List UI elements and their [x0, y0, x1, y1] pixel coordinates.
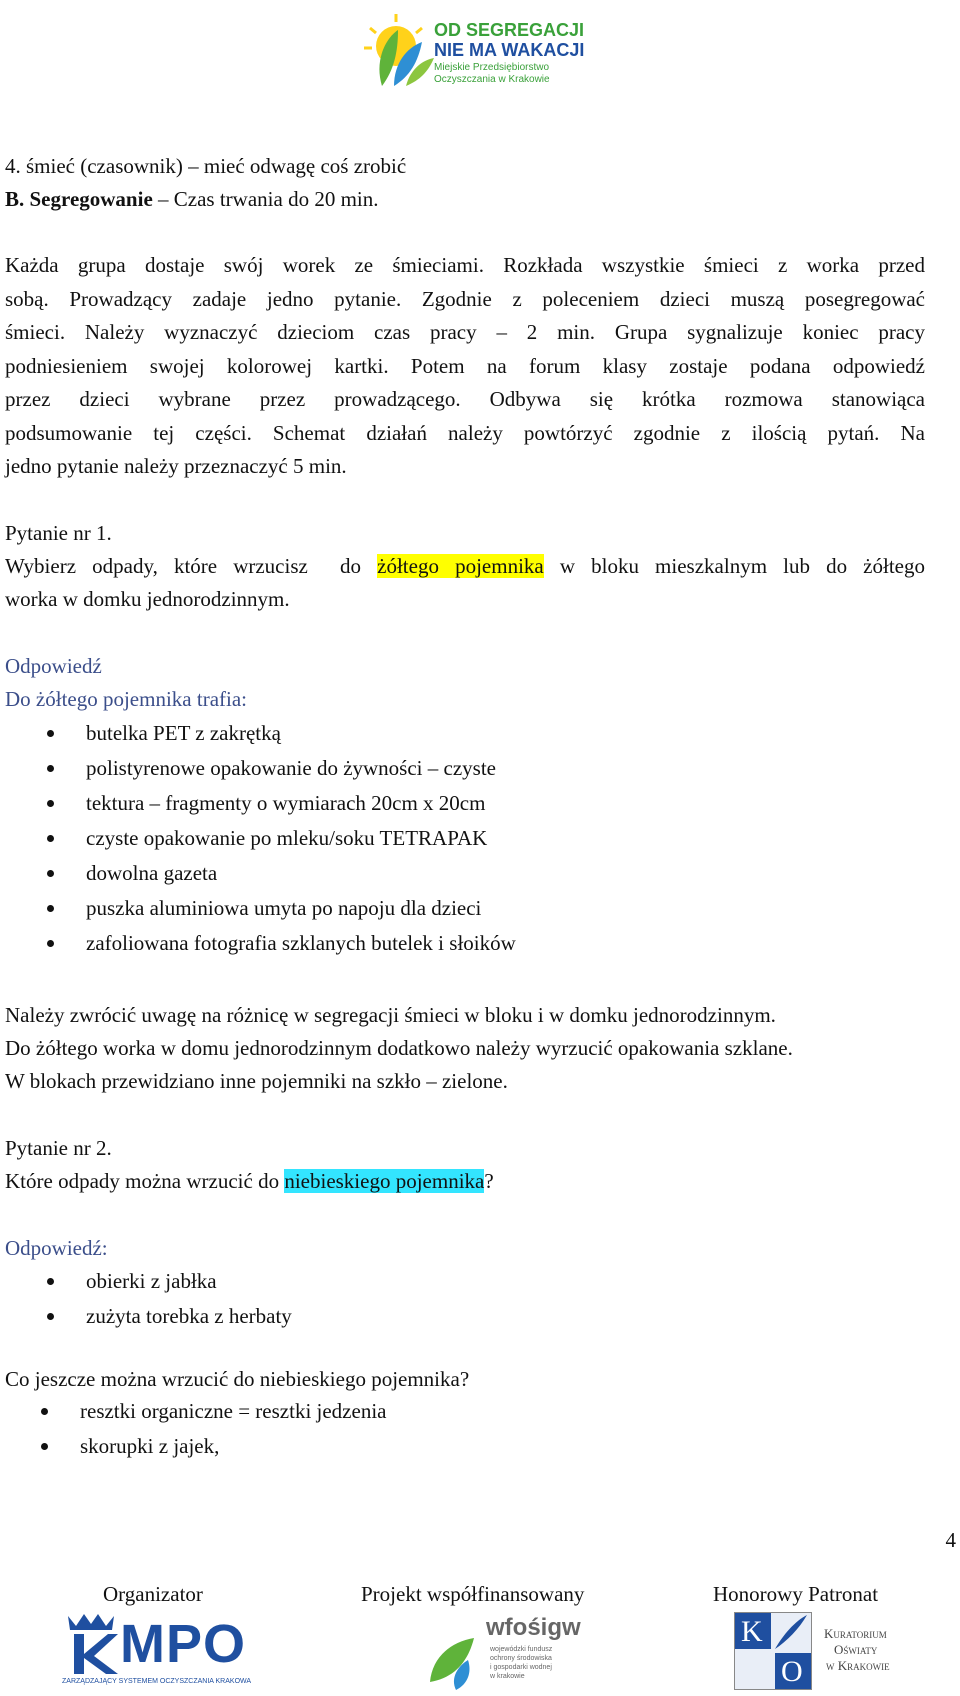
leaf-sun-icon: [360, 8, 440, 88]
list-item-text: czyste opakowanie po mleku/soku TETRAPAK: [86, 826, 488, 850]
list-item: [0, 1299, 292, 1334]
ko-line-2: Oświaty: [834, 1642, 878, 1657]
list-item-text: polistyrenowe opakowanie do żywności – czyste: [86, 756, 496, 780]
bullet-icon: [47, 730, 54, 737]
logo-subtitle-2: Oczyszczania w Krakowie: [434, 74, 550, 85]
q1-text-before: Wybierz odpady, które wrzucisz do: [5, 554, 378, 578]
q1-text-after: w bloku mieszkalnym lub do żółtego: [543, 554, 925, 578]
q2-extra-question: Co jeszcze można wrzucić do niebieskiego pojemnika?: [5, 1367, 470, 1391]
q1-answer-intro: Do żółtego pojemnika trafia:: [5, 687, 248, 711]
list-item-text: puszka aluminiowa umyta po napoju dla dzieci: [86, 896, 482, 920]
intro-line-3: śmieci. Należy wyznaczyć dzieciom czas pracy – 2 min. Grupa sygnalizuje koniec pracy: [5, 320, 925, 344]
bullet-icon: [47, 905, 54, 912]
logo-title-2: NIE MA WAKACJI: [434, 40, 585, 60]
q1-note-line-3: W blokach przewidziano inne pojemniki na szkło – zielone.: [5, 1069, 508, 1093]
list-item-text: zużyta torebka z herbaty: [86, 1304, 292, 1328]
ko-emblem: [734, 1612, 812, 1690]
list-item-text: skorupki z jajek,: [80, 1434, 220, 1458]
q2-label: Pytanie nr 2.: [5, 1136, 112, 1160]
list-item-text: resztki organiczne = resztki jedzenia: [80, 1399, 387, 1423]
q1-question: [5, 554, 925, 578]
logo-subtitle-1: Miejskie Przedsiębiorstwo: [434, 62, 550, 73]
bullet-icon: [41, 1443, 48, 1450]
wfosigw-logo: [428, 1614, 581, 1694]
quill-pen-icon: [771, 1613, 811, 1653]
q1-note-line-1: Należy zwrócić uwagę na różnicę w segregacji śmieci w bloku i w domku jednorodzinnym.: [5, 1003, 776, 1027]
mpo-logo: [62, 1610, 257, 1690]
q2-extra-list: [0, 1394, 386, 1464]
wfosigw-logo-text: wfośigw: [486, 1614, 581, 1641]
q2-question: [5, 1169, 494, 1193]
bullet-icon: [47, 800, 54, 807]
q2-answer-list: [0, 1264, 292, 1334]
intro-line-2: sobą. Prowadzący zadaje jedno pytanie. Zgodnie z poleceniem dzieci muszą posegregować: [5, 287, 925, 311]
list-item: [0, 891, 516, 926]
intro-line-6: podsumowanie tej części. Schemat działań należy powtórzyć zgodnie z ilością pytań. Na: [5, 421, 925, 445]
ko-line-1: Kuratorium: [824, 1626, 887, 1641]
section-b-heading: [5, 187, 379, 211]
ko-letter-k: K: [741, 1615, 763, 1648]
ko-line-3: w Krakowie: [826, 1658, 890, 1673]
list-item: [0, 786, 516, 821]
q1-answer-label: Odpowiedź: [5, 654, 102, 678]
q2-answer-label: Odpowiedź:: [5, 1236, 108, 1260]
list-item: [0, 1429, 386, 1464]
kuratorium-logo: [734, 1612, 954, 1696]
list-item: [0, 1394, 386, 1429]
header-logo: [360, 8, 590, 88]
page-number: 4: [945, 1528, 956, 1552]
wfosigw-caption-3: i gospodarki wodnej: [490, 1664, 552, 1671]
logo-title-1: OD SEGREGACJI: [434, 20, 585, 40]
list-item-text: zafoliowana fotografia szklanych butelek i słoików: [86, 931, 516, 955]
bullet-icon: [47, 870, 54, 877]
q1-question-line-2: worka w domku jednorodzinnym.: [5, 587, 290, 611]
bullet-icon: [47, 940, 54, 947]
q1-answer-list: [0, 716, 516, 961]
q2-text-before: Które odpady można wrzucić do: [5, 1169, 285, 1193]
section-b-title: B. Segregowanie: [5, 187, 153, 211]
droplet-leaf-icon: [428, 1632, 484, 1692]
intro-line-5: przez dzieci wybrane przez prowadzącego. Odbywa się krótka rozmowa stanowiąca: [5, 387, 925, 411]
ko-letter-o: O: [781, 1655, 803, 1688]
list-item-text: tektura – fragmenty o wymiarach 20cm x 20cm: [86, 791, 486, 815]
q1-highlight: żółtego pojemnika: [377, 554, 544, 578]
mpo-logo-text: MPO: [120, 1614, 247, 1674]
bullet-icon: [47, 1313, 54, 1320]
bullet-icon: [41, 1408, 48, 1415]
intro-line-7: jedno pytanie należy przeznaczyć 5 min.: [5, 454, 347, 478]
footer-patron-label: Honorowy Patronat: [713, 1582, 879, 1606]
q1-note-line-2: Do żółtego worka w domu jednorodzinnym dodatkowo należy wyrzucić opakowania szklane.: [5, 1036, 793, 1060]
intro-line-4: podniesieniem swojej kolorowej kartki. Potem na forum klasy zostaje podana odpowiedź: [5, 354, 925, 378]
list-item-text: butelka PET z zakrętką: [86, 721, 281, 745]
bullet-icon: [47, 765, 54, 772]
footer-cofinanced-label: Projekt współfinansowany: [361, 1582, 585, 1606]
list-item: [0, 821, 516, 856]
list-item: [0, 716, 516, 751]
q2-highlight: niebieskiego pojemnika: [284, 1169, 485, 1193]
list-item: [0, 926, 516, 961]
intro-line-1: Każda grupa dostaje swój worek ze śmieciami. Rozkłada wszystkie śmieci z worka przed: [5, 253, 925, 277]
bullet-icon: [47, 835, 54, 842]
wfosigw-caption-2: ochrony środowiska: [490, 1655, 552, 1662]
footer-organizer-label: Organizator: [103, 1582, 203, 1606]
q2-text-after: ?: [484, 1169, 494, 1193]
list-item: [0, 1264, 292, 1299]
list-item: [0, 856, 516, 891]
section-b-duration: – Czas trwania do 20 min.: [152, 187, 379, 211]
wfosigw-caption-4: w krakowie: [490, 1673, 525, 1680]
list-item: [0, 751, 516, 786]
list-item-text: obierki z jabłka: [86, 1269, 217, 1293]
item-4: 4. śmieć (czasownik) – mieć odwagę coś zrobić: [5, 154, 407, 178]
wfosigw-caption-1: wojewódzki fundusz: [490, 1646, 553, 1653]
list-item-text: dowolna gazeta: [86, 861, 218, 885]
q1-label: Pytanie nr 1.: [5, 521, 112, 545]
mpo-caption: ZARZĄDZAJĄCY SYSTEMEM OCZYSZCZANIA KRAKOWA: [62, 1678, 252, 1685]
crown-k-icon: [62, 1610, 120, 1678]
bullet-icon: [47, 1278, 54, 1285]
